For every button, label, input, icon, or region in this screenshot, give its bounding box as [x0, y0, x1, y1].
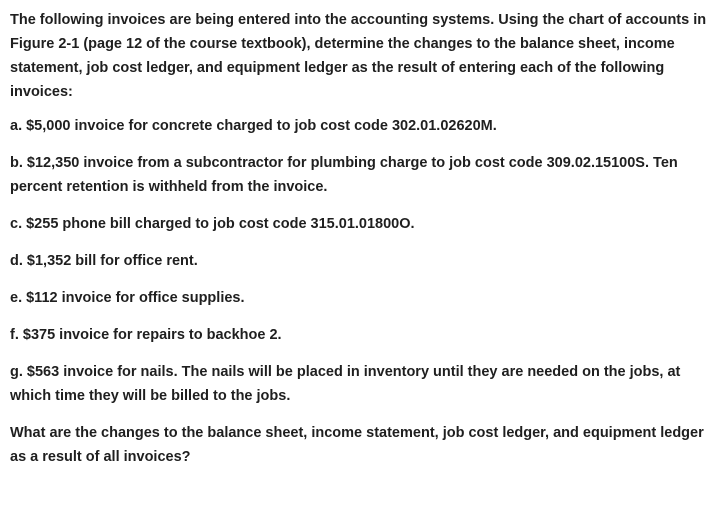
invoice-item-b: b. $12,350 invoice from a subcontractor for plumbing charge to job cost code 309.02.15100S. Ten percent retention is withheld from the invoice.	[10, 155, 678, 195]
invoice-item-g: g. $563 invoice for nails. The nails will be placed in inventory until they are needed on the jobs, at which time they will be billed to the jobs.	[10, 364, 681, 404]
invoice-item-f: f. $375 invoice for repairs to backhoe 2.	[10, 327, 282, 343]
question-paragraph: What are the changes to the balance sheet, income statement, job cost ledger, and equipment ledger as a result of all invoices?	[10, 425, 704, 465]
invoice-item-e: e. $112 invoice for office supplies.	[10, 290, 245, 306]
intro-paragraph: The following invoices are being entered into the accounting systems. Using the chart of accounts in Figure 2-1 (page 12 of the course textbook), determine the changes to the balance sheet, income statement, job cost ledger, and equipment ledger as the result of entering each of the following invoices:	[10, 12, 707, 100]
invoice-item-c: c. $255 phone bill charged to job cost code 315.01.01800O.	[10, 216, 415, 232]
invoice-item-a: a. $5,000 invoice for concrete charged to job cost code 302.01.02620M.	[10, 118, 497, 134]
invoice-item-d: d. $1,352 bill for office rent.	[10, 253, 198, 269]
